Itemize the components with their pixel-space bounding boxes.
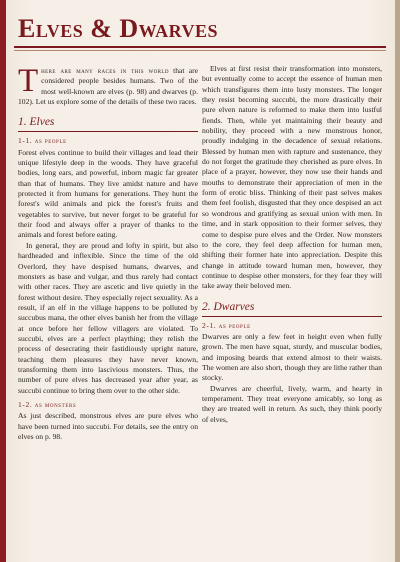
title-rule <box>14 46 386 48</box>
intro-text: that are considered people besides humans. Two of the most well-known are elves (p. 98) and dwarves (p. 102). Let us explore some of the details of these two races. <box>18 66 198 107</box>
intro-lead: here are many races in this world <box>41 66 169 75</box>
section-rule-dwarves <box>202 316 382 317</box>
elves-people-paragraph-2: In general, they are proud and lofty in spirit, but also hardheaded and inflexible. Since the time of the old Overlord, they have despised humans, dwarves, and monsters as base and vulgar, and thus rarely had contact with other races. They are ascetic and live quietly in the forest without desire. They especially reject sexuality. As a result, if an elf in the village happens to be polluted by succubus mana, the other elves banish her from the village at once before her fellow villagers are violated. To succubi, elves are a perfect plaything; they relish the process of desecrating their fastidiously upright nature, teaching them pleasures they have never known, transforming them into lascivious monsters. Thus, the number of pure elves has decreased year after year, as succubi continue to bring them over to the other side. <box>18 240 198 395</box>
left-column <box>18 63 198 442</box>
drop-cap: T <box>18 63 39 99</box>
dwarves-people-paragraph-1: Dwarves are only a few feet in height even when fully grown. The men have squat, sturdy, and muscular bodies, and imposing beards that extend almost to their waists. The women are also short, though they are lithe rather than stocky. <box>202 331 382 383</box>
right-column <box>202 64 382 425</box>
elves-monsters-paragraph-2: Elves at first resist their transformation into monsters, but eventually come to accept the essence of human men which transfigures them into lusty monsters. The longer they resist becoming succubi, the more drastically their pure elven nature is reformed to make them into lustful fiends. Then, while yet maintaining their beauty and nobility, they proceed with a new monstrous honor, proudly indulging in the decadence of sexual relations. Blessed by human men with rapture and sustenance, they do not forget the gratitude they cherished as pure elves. In place of a prayer, however, they now use their hands and mouths to demonstrate their appreciation of men in the form of erotic bliss. Thinking of their past selves makes them feel foolish, disgusted that they once despised an act so wondrous and gratifying as sexual union with men. In time, and in stark opposition to their former selves, they come to despise pure elves and the Order. Now monsters to the core, they feel deep affection for human men, shifting their former hate into appreciation. Despite this change in attitude toward human men, however, they continue to despise other monsters, for they fear they will take away their beloved men. <box>202 64 382 291</box>
title-rule-thin <box>14 50 386 51</box>
intro-paragraph <box>18 63 198 107</box>
section-heading-elves: 1. Elves <box>18 116 55 129</box>
section-rule-elves <box>18 131 198 132</box>
section-heading-dwarves: 2. Dwarves <box>202 300 255 313</box>
page-title: Elves & Dwarves <box>18 14 219 43</box>
dwarves-people-paragraph-2: Dwarves are cheerful, lively, warm, and hearty in temperament. They treat everyone amicably, so long as they are treated well in return. As such, they think poorly of elves, <box>202 383 382 424</box>
subheading-elves-people: 1-1. as people <box>18 136 67 146</box>
right-page-edge <box>395 0 400 562</box>
left-page-band <box>0 0 6 562</box>
elves-people-paragraph-1: Forest elves continue to build their villages and lead their unique lifestyle deep in the woods. They have graceful bodies, long ears, and powerful, inborn magic far greater than that of humans. They live amidst nature and have protected it from humans for generations. They hunt the forest's wild animals and pick the forest's fruits and vegetables to survive, but never forget to be grateful for their food and always offer a prayer of thanks to the animals and forest before eating. <box>18 147 198 240</box>
subheading-elves-monsters: 1-2. as monsters <box>18 399 77 409</box>
subheading-dwarves-people: 2-1. as people <box>202 320 251 330</box>
elves-monsters-paragraph-1: As just described, monstrous elves are pure elves who have been turned into succubi. For details, see the entry on elves on p. 98. <box>18 411 198 441</box>
